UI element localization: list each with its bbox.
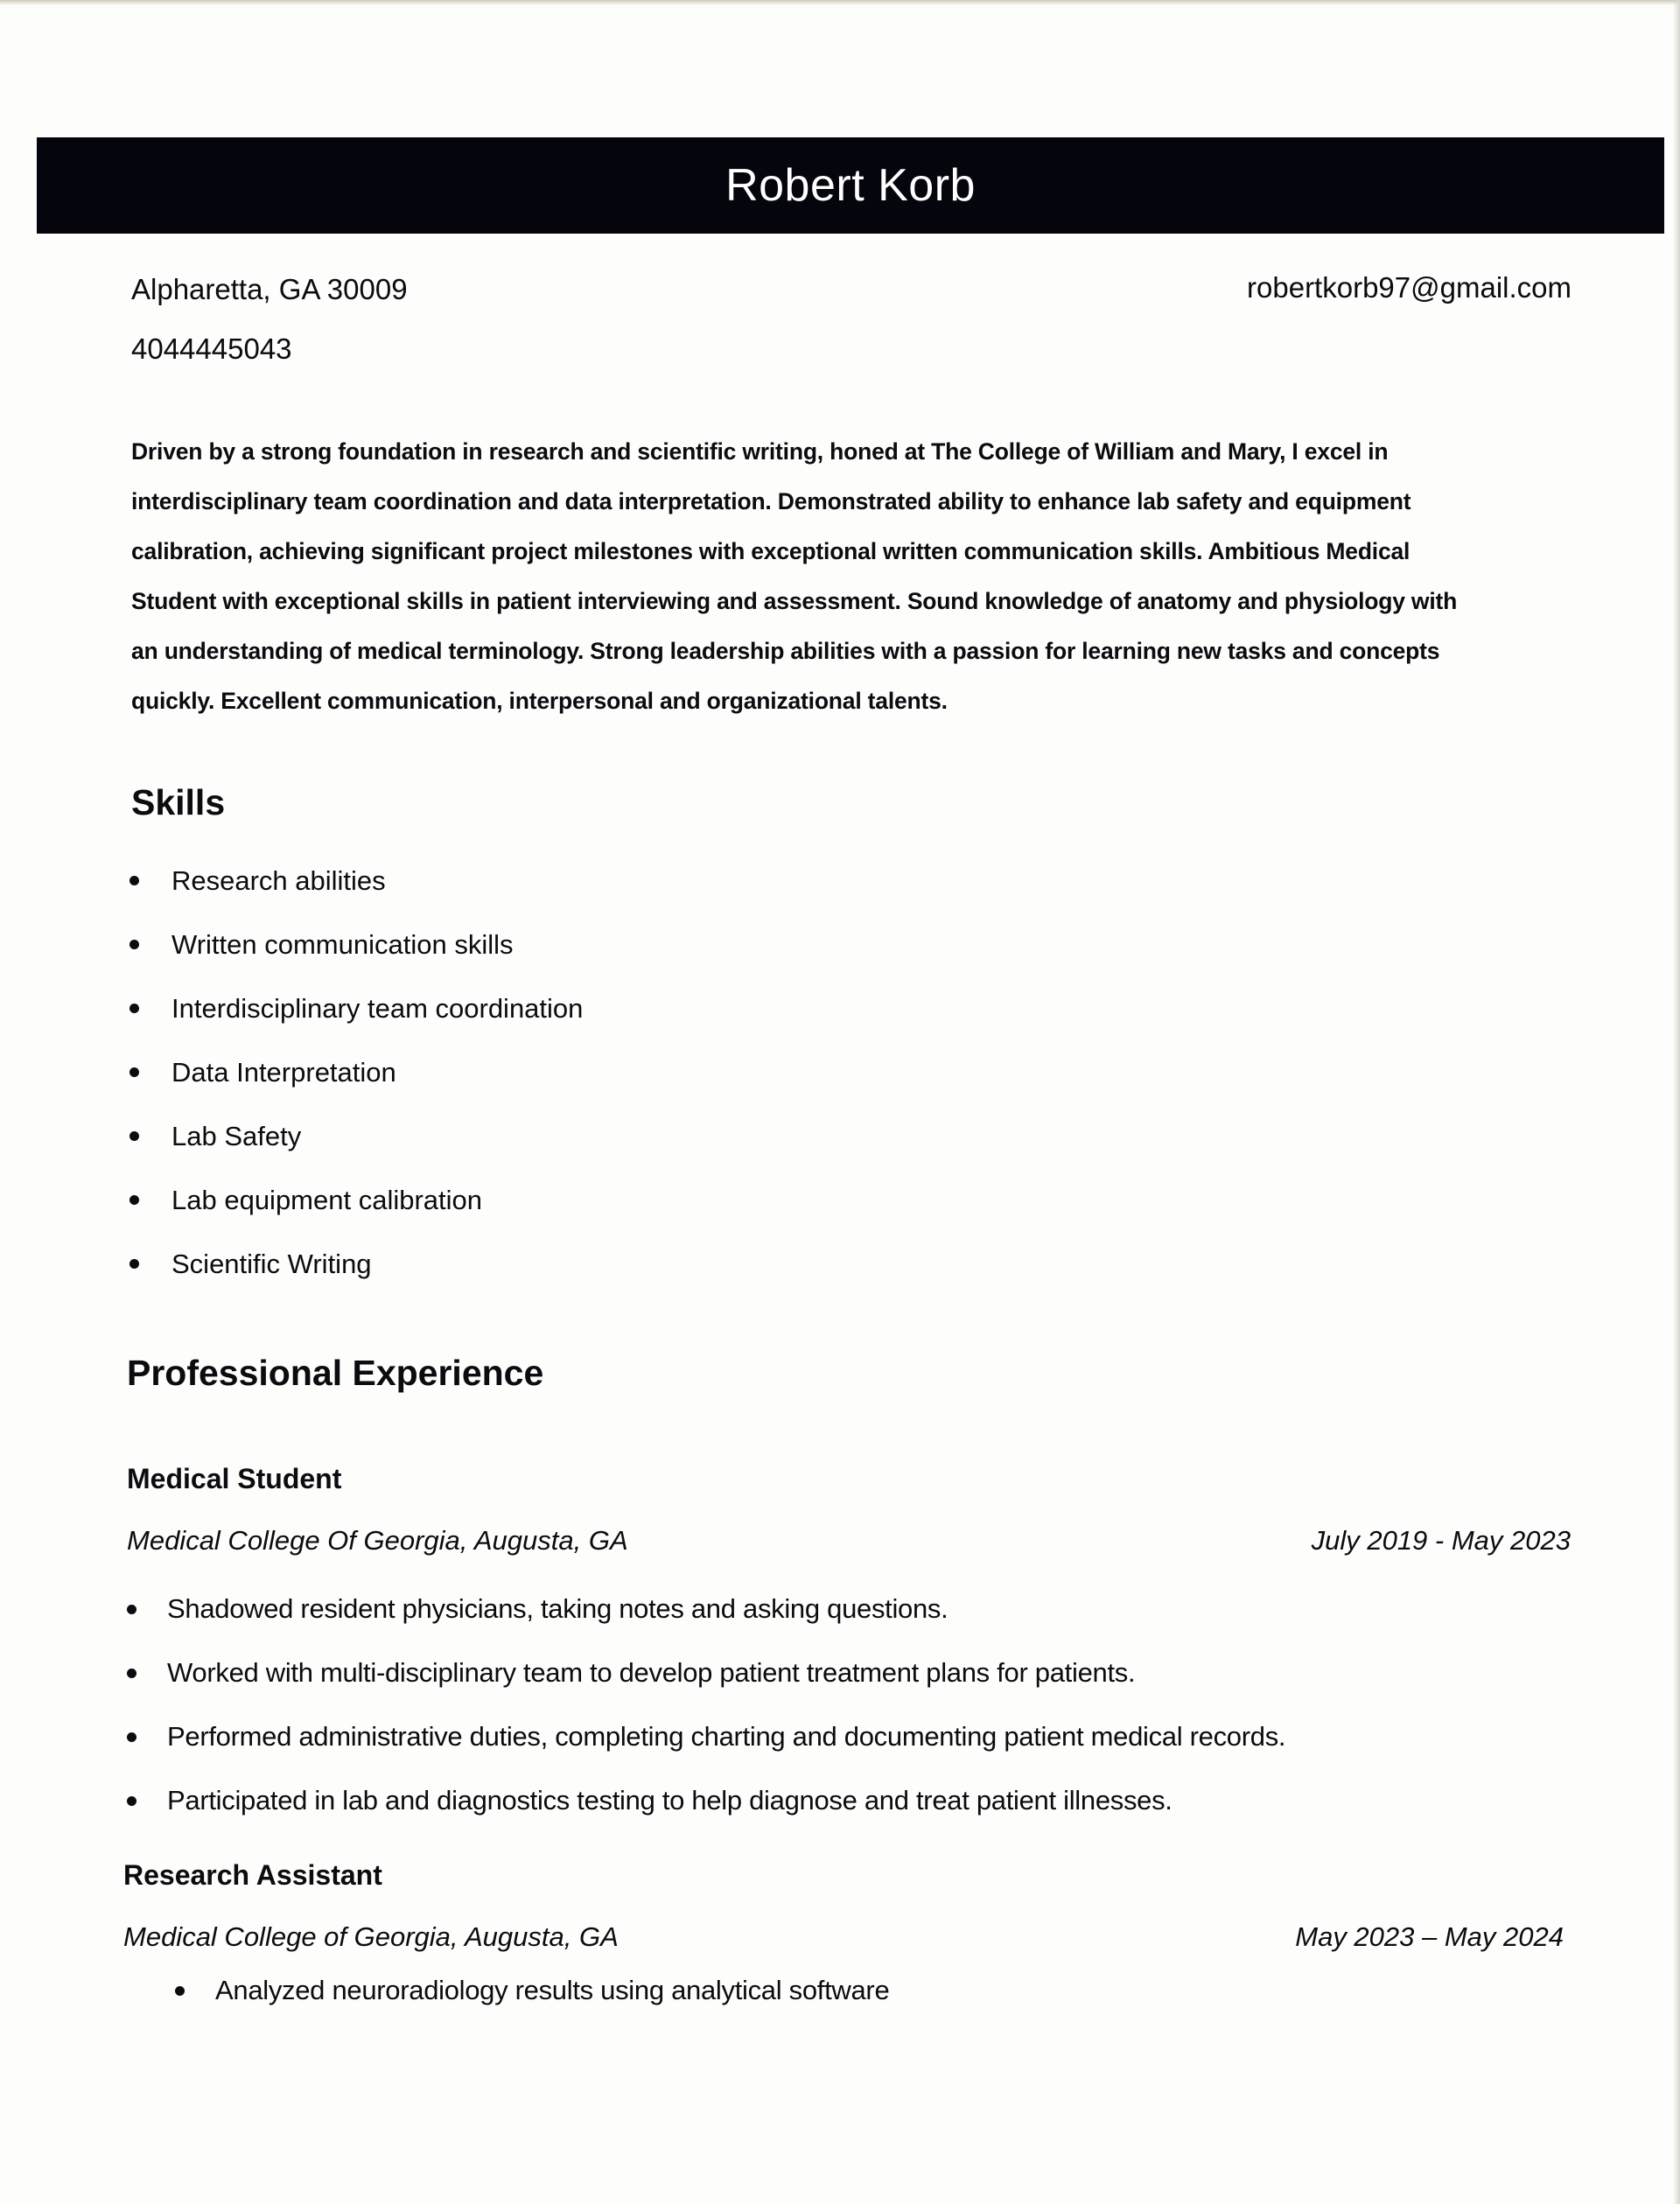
summary-line: calibration, achieving significant project milestones with exceptional written communication skills. Ambitious Medical — [131, 538, 1410, 564]
summary-line: interdisciplinary team coordination and data interpretation. Demonstrated ability to enhance lab safety and equipment — [131, 488, 1411, 514]
bullet-icon — [175, 1986, 185, 1996]
bullet-icon — [130, 1131, 139, 1141]
duty-text: Worked with multi-disciplinary team to develop patient treatment plans for patients. — [167, 1657, 1136, 1688]
summary-line: quickly. Excellent communication, interpersonal and organizational talents. — [131, 688, 948, 714]
bullet-icon — [130, 1067, 139, 1077]
skill-label: Research abilities — [172, 865, 386, 896]
summary-line: Driven by a strong foundation in research and scientific writing, honed at The College of William and Mary, I excel in — [131, 438, 1389, 465]
job-title: Medical Student — [127, 1463, 342, 1494]
job-organization: Medical College Of Georgia, Augusta, GA — [127, 1525, 628, 1556]
contact-address: Alpharetta, GA 30009 — [131, 273, 408, 305]
summary-line: Student with exceptional skills in patient interviewing and assessment. Sound knowledge of anatomy and physiology with — [131, 588, 1458, 614]
skills-heading: Skills — [131, 782, 226, 822]
job-dates: May 2023 – May 2024 — [1295, 1921, 1564, 1952]
contact-phone: 4044445043 — [131, 332, 292, 365]
bullet-icon — [130, 1195, 139, 1205]
name-header-bar — [37, 137, 1664, 234]
job-organization: Medical College of Georgia, Augusta, GA — [123, 1921, 619, 1952]
summary-line: an understanding of medical terminology. Strong leadership abilities with a passion for learning new tasks and concepts — [131, 638, 1440, 664]
candidate-name: Robert Korb — [725, 160, 976, 211]
scan-page-edge-right — [1673, 0, 1680, 2204]
skill-label: Data Interpretation — [172, 1057, 396, 1088]
duty-text: Analyzed neuroradiology results using analytical software — [215, 1975, 890, 2005]
bullet-icon — [130, 1004, 139, 1013]
bullet-icon — [130, 876, 139, 885]
job-title: Research Assistant — [123, 1859, 382, 1891]
skill-label: Scientific Writing — [172, 1249, 372, 1279]
bullet-icon — [127, 1732, 136, 1742]
scan-page-edge-top — [0, 0, 1680, 5]
skill-label: Written communication skills — [172, 929, 514, 960]
bullet-icon — [127, 1605, 136, 1614]
job-dates: July 2019 - May 2023 — [1311, 1525, 1571, 1556]
skill-label: Interdisciplinary team coordination — [172, 993, 584, 1024]
duty-text: Shadowed resident physicians, taking notes and asking questions. — [167, 1593, 948, 1624]
experience-heading: Professional Experience — [127, 1353, 544, 1393]
duty-text: Participated in lab and diagnostics testing to help diagnose and treat patient illnesses. — [167, 1785, 1172, 1816]
skill-label: Lab equipment calibration — [172, 1185, 483, 1215]
professional-summary — [131, 427, 1575, 726]
bullet-icon — [130, 1259, 139, 1269]
bullet-icon — [127, 1796, 136, 1806]
contact-email: robertkorb97@gmail.com — [1247, 271, 1572, 304]
skill-label: Lab Safety — [172, 1121, 302, 1151]
bullet-icon — [127, 1669, 136, 1678]
bullet-icon — [130, 940, 139, 949]
duty-text: Performed administrative duties, completing charting and documenting patient medical records. — [167, 1721, 1286, 1752]
